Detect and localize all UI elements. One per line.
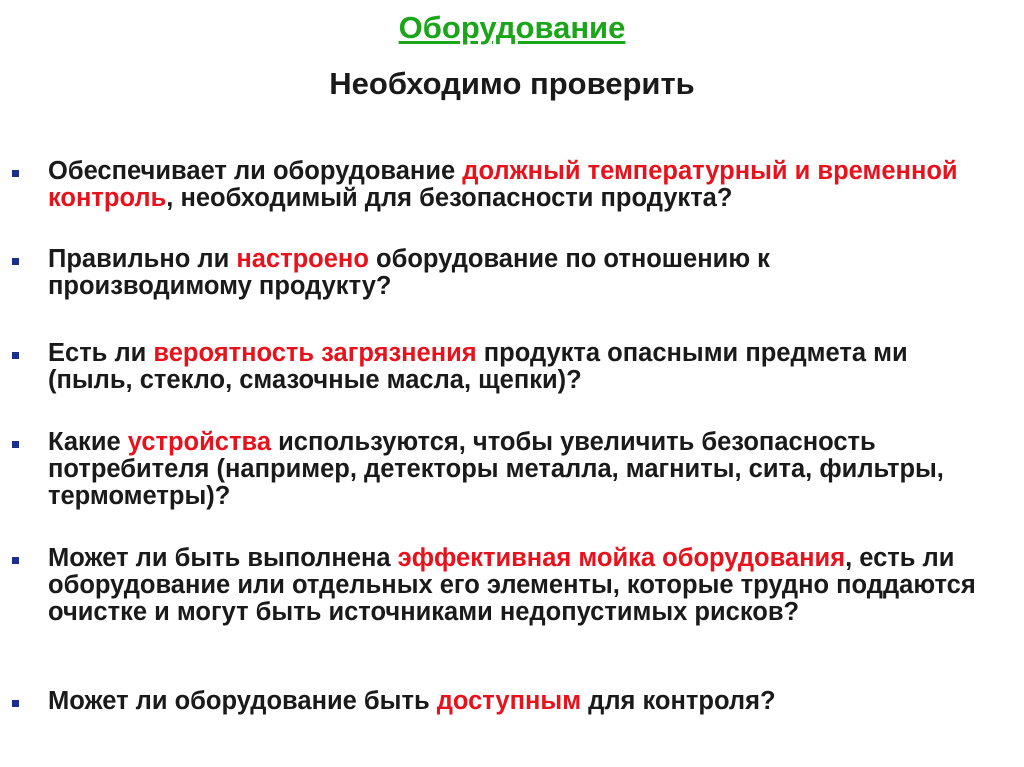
item-text-plain: Какие	[48, 428, 128, 456]
slide-title: Оборудование	[398, 10, 626, 45]
item-text-highlight: эффективная мойка оборудования	[397, 544, 846, 572]
item-text-highlight: настроено	[236, 245, 369, 273]
square-bullet-icon	[12, 258, 19, 265]
item-text-highlight: доступным	[436, 687, 582, 715]
square-bullet-icon	[12, 557, 19, 564]
checklist-item-text	[48, 246, 978, 300]
item-text-plain: Обеспечивает ли оборудование	[48, 157, 463, 185]
item-text-plain: продукта опасными предмета ми (пыль, стекло, смазочные масла, щепки)?	[48, 339, 908, 394]
item-text-highlight: должный температурный и временной контроль	[48, 157, 958, 212]
item-text-plain: используются, чтобы увеличить безопасность потребителя (например, детекторы металла, магниты, сита, фильтры, термометры)?	[48, 428, 944, 510]
square-bullet-icon	[12, 170, 19, 177]
item-text-plain: оборудование по отношению к производимому продукту?	[48, 245, 770, 300]
item-text-plain: Есть ли	[48, 339, 154, 367]
checklist-item-text	[48, 429, 978, 510]
item-text-plain: Может ли быть выполнена	[48, 544, 398, 572]
checklist-item-text	[48, 545, 978, 626]
item-text-highlight: устройства	[127, 428, 272, 456]
checklist-item-text	[48, 688, 978, 715]
item-text-plain: , есть ли оборудование или отдельных его элементы, которые трудно поддаются очистке и могут быть источниками недопустимых рисков?	[48, 544, 976, 626]
square-bullet-icon	[12, 352, 19, 359]
slide-subtitle: Необходимо проверить	[329, 66, 695, 101]
item-text-highlight: вероятность загрязнения	[153, 339, 477, 367]
item-text-plain: для контроля?	[581, 687, 776, 715]
item-text-plain: , необходимый для безопасности продукта?	[166, 184, 733, 212]
square-bullet-icon	[12, 700, 19, 707]
checklist-item-text	[48, 340, 978, 394]
item-text-plain: Может ли оборудование быть	[48, 687, 437, 715]
item-text-plain: Правильно ли	[48, 245, 237, 273]
square-bullet-icon	[12, 441, 19, 448]
checklist-item-text	[48, 158, 978, 212]
